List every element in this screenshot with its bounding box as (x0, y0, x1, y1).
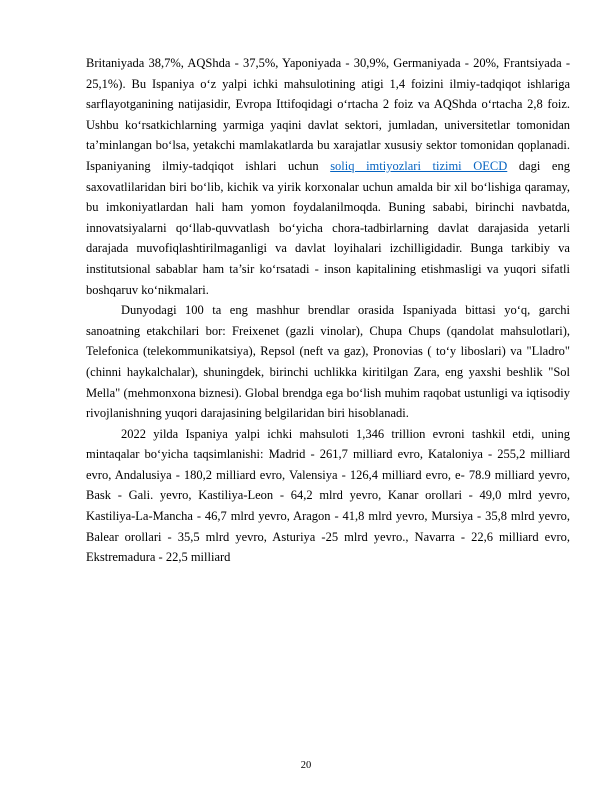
page-number: 20 (300, 760, 312, 771)
paragraph-gdp-regions: 2022 yilda Ispaniya yalpi ichki mahsuloti 1,346 trillion evroni tashkil etdi, uning mintaqalar bo‘yicha taqsimlanishi: Madrid - 261,7 milliard evro, Kataloniya - 255,2 milliard evro, Andalusiya - 180,2 milliard evro, Valensiya - 126,4 milliard evro, e- 78.9 milliard yevro, Bask - Gali. yevro, Kastiliya-Leon - 64,2 mlrd yevro, Kanar orollari - 49,0 mlrd yevro, Kastiliya-La-Mancha - 46,7 mlrd yevro, Aragon - 41,8 mlrd yevro, Mursiya - 35,8 mlrd yevro, Balear orollari - 35,5 mlrd yevro, Asturiya -25 mlrd yevro., Navarra - 22,6 milliard evro, Ekstremadura - 22,5 milliard (86, 426, 570, 565)
paragraph-brands: Dunyodagi 100 ta eng mashhur brendlar orasida Ispaniyada bittasi yo‘q, garchi sanoatning etakchilari bor: Freixenet (gazli vinolar), Chupa Chups (qandolat mahsulotlari), Telefonica (telekommunikatsiya), Repsol (neft va gaz), Pronovias ( to‘y liboslari) va "Lladro" (chinni haykalchalar), shuningdek, birinchi uchlikka kiritilgan Zara, eng yaxshi beshlik "Sol Mella" (mehmonxona biznesi). Global brendga ega bo‘lish muhim raqobat ustunligi va iqtisodiy rivojlanishning yuqori darajasining belgilaridan biri hisoblanadi. (86, 303, 570, 421)
document-body (86, 53, 570, 568)
oecd-tax-incentives-link[interactable]: soliq imtiyozlari tizimi OECD (330, 158, 508, 173)
paragraph-rd-spending (86, 53, 570, 300)
paragraph-text-before-link: Britaniyada 38,7%, AQShda - 37,5%, Yaponiyada - 30,9%, Germaniyada - 20%, Frantsiyada - 25,1%). Bu Ispaniya o‘z yalpi ichki mahsulotining atigi 1,4 foizini ilmiy-tadqiqot ishlariga sarflayotganining natijasidir, Evropa Ittifoqidagi o‘rtacha 2 foiz va AQShda o‘rtacha 2,8 foiz. Ushbu ko‘rsatkichlarning yarmiga yaqini davlat sektori, jumladan, universitetlar tomonidan ta’minlangan bo‘lsa, yetakchi mamlakatlarda bu xarajatlar xususiy sektor tomonidan qoplanadi. Ispaniyaning ilmiy-tadqiqot ishlari uchun (86, 56, 570, 173)
paragraph-text-after-link: dagi eng saxovatlilaridan biri bo‘lib, kichik va yirik korxonalar uchun amalda bir xil bo‘lishiga qaramay, bu imkoniyatlardan hali ham yomon foydalanilmoqda. Buning sababi, birinchi navbatda, innovatsiyalarni qo‘llab-quvvatlash bo‘yicha chora-tadbirlarning davlat darajasida yetarli darajada muvofiqlashtirilmaganligi va davlat loyihalari izchilligidadir. Bunga tarkibiy va institutsional sabablar ham ta’sir ko‘rsatadi - inson kapitalining etishmasligi va yuqori sifatli boshqaruv ko‘nikmalari. (86, 158, 570, 297)
